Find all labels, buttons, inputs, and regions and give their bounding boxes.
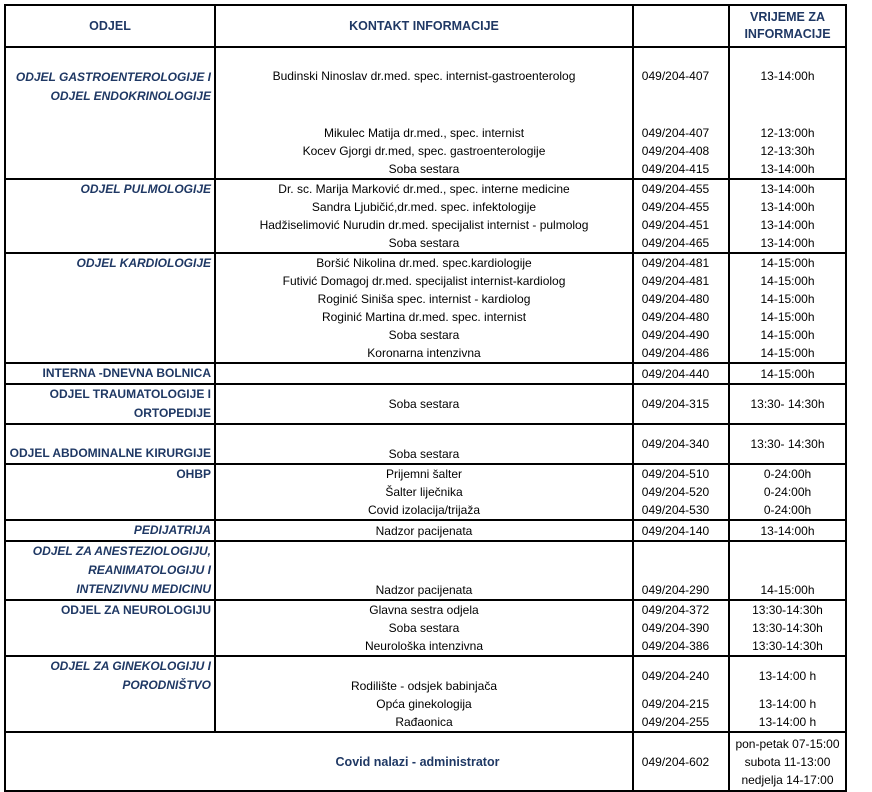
- header-phone: [633, 5, 729, 47]
- contact-cell: Soba sestara: [215, 384, 633, 424]
- time-cell: 14-15:00h: [729, 326, 846, 344]
- phone-cell: 049/204-451: [633, 216, 729, 234]
- contact-cell: Glavna sestra odjela: [215, 600, 633, 619]
- contact-cell: Futivić Domagoj dr.med. specijalist internist-kardiolog: [215, 272, 633, 290]
- covid-phone: 049/204-602: [633, 732, 729, 791]
- covid-name-cell: [5, 732, 633, 791]
- table-row: [5, 363, 846, 384]
- dept-ohbp: OHBP: [5, 464, 215, 520]
- covid-time-sunday: nedjelja 14-17:00: [741, 772, 834, 787]
- table-row: [5, 179, 846, 198]
- phone-cell: 049/204-215: [633, 695, 729, 713]
- time-cell: 13-14:00h: [729, 234, 846, 253]
- time-cell: 0-24:00h: [729, 464, 846, 483]
- phone-cell: 049/204-407: [633, 104, 729, 142]
- phone-cell: 049/204-481: [633, 272, 729, 290]
- contact-cell: Prijemni šalter: [215, 464, 633, 483]
- phone-cell: 049/204-386: [633, 637, 729, 656]
- phone-cell: 049/204-408: [633, 142, 729, 160]
- contact-cell: Soba sestara: [215, 619, 633, 637]
- covid-time-weekday: pon-petak 07-15:00: [735, 736, 840, 751]
- time-cell: 14-15:00h: [729, 308, 846, 326]
- dept-kardiologija: ODJEL KARDIOLOGIJE: [5, 253, 215, 363]
- contact-cell: Kocev Gjorgi dr.med, spec. gastroenterologije: [215, 142, 633, 160]
- phone-cell: 049/204-480: [633, 308, 729, 326]
- dept-pedijatrija: PEDIJATRIJA: [5, 520, 215, 541]
- header-vrijeme: [729, 5, 846, 47]
- dept-anesteziologija: ODJEL ZA ANESTEZIOLOGIJU, REANIMATOLOGIJU I INTENZIVNU MEDICINU: [5, 541, 215, 600]
- time-cell: 12-13:30h: [729, 142, 846, 160]
- time-cell: 13-14:00h: [729, 520, 846, 541]
- time-cell: 14-15:00h: [729, 253, 846, 272]
- contact-cell: Boršić Nikolina dr.med. spec.kardiologije: [215, 253, 633, 272]
- phone-cell: 049/204-480: [633, 290, 729, 308]
- dept-gastroenterologija: ODJEL GASTROENTEROLOGIJE I ODJEL ENDOKRINOLOGIJE: [5, 47, 215, 179]
- covid-times: [729, 732, 846, 791]
- contact-cell: Roginić Siniša spec. internist - kardiolog: [215, 290, 633, 308]
- header-kontakt: KONTAKT INFORMACIJE: [215, 5, 633, 47]
- dept-interna-dnevna-bolnica: INTERNA -DNEVNA BOLNICA: [5, 363, 215, 384]
- phone-cell: 049/204-140: [633, 520, 729, 541]
- time-cell: 14-15:00h: [729, 541, 846, 600]
- table-row: [5, 464, 846, 483]
- table-row: [5, 424, 846, 464]
- header-vrijeme-line1: VRIJEME ZA: [749, 10, 825, 24]
- phone-cell: 049/204-481: [633, 253, 729, 272]
- phone-cell: 049/204-465: [633, 234, 729, 253]
- time-cell: 13-14:00h: [729, 47, 846, 104]
- phone-cell: 049/204-486: [633, 344, 729, 363]
- time-cell: 13:30-14:30h: [729, 600, 846, 619]
- time-cell: 13-14:00h: [729, 216, 846, 234]
- phone-cell: 049/204-290: [633, 541, 729, 600]
- table-row: [5, 732, 846, 791]
- phone-cell: 049/204-510: [633, 464, 729, 483]
- contact-cell: Mikulec Matija dr.med., spec. internist: [215, 104, 633, 142]
- time-cell: 13-14:00h: [729, 179, 846, 198]
- time-cell: 13-14:00h: [729, 160, 846, 179]
- phone-cell: 049/204-520: [633, 483, 729, 501]
- time-cell: 0-24:00h: [729, 483, 846, 501]
- time-cell: 13:30-14:30h: [729, 619, 846, 637]
- dept-ginekologija: ODJEL ZA GINEKOLOGIJU I PORODNIŠTVO: [5, 656, 215, 732]
- contact-cell: Opća ginekologija: [215, 695, 633, 713]
- phone-cell: 049/204-340: [633, 424, 729, 464]
- table-row: [5, 600, 846, 619]
- table-row: [5, 253, 846, 272]
- time-cell: 14-15:00h: [729, 290, 846, 308]
- time-cell: 13-14:00 h: [729, 695, 846, 713]
- phone-cell: 049/204-255: [633, 713, 729, 732]
- phone-cell: 049/204-530: [633, 501, 729, 520]
- time-cell: 13:30- 14:30h: [729, 384, 846, 424]
- phone-cell: 049/204-372: [633, 600, 729, 619]
- time-cell: 0-24:00h: [729, 501, 846, 520]
- time-cell: 14-15:00h: [729, 344, 846, 363]
- contact-cell: Dr. sc. Marija Marković dr.med., spec. interne medicine: [215, 179, 633, 198]
- table-row: [5, 541, 846, 600]
- contact-cell: Šalter liječnika: [215, 483, 633, 501]
- phone-cell: 049/204-490: [633, 326, 729, 344]
- phone-cell: 049/204-455: [633, 198, 729, 216]
- time-cell: 12-13:00h: [729, 104, 846, 142]
- contact-cell: Rodilište - odsjek babinjača: [215, 656, 633, 695]
- contact-cell: Hadžiselimović Nurudin dr.med. specijalist internist - pulmolog: [215, 216, 633, 234]
- contact-cell: Covid izolacija/trijaža: [215, 501, 633, 520]
- contact-cell: Sandra Ljubičić,dr.med. spec. infektologije: [215, 198, 633, 216]
- contact-cell: Soba sestara: [215, 160, 633, 179]
- table-row: [5, 520, 846, 541]
- time-cell: 13:30- 14:30h: [729, 424, 846, 464]
- contact-cell: Koronarna intenzivna: [215, 344, 633, 363]
- covid-name: Covid nalazi - administrator: [335, 754, 500, 769]
- time-cell: 13-14:00 h: [729, 656, 846, 695]
- dept-traumatologija: ODJEL TRAUMATOLOGIJE I ORTOPEDIJE: [5, 384, 215, 424]
- contact-cell: Roginić Martina dr.med. spec. internist: [215, 308, 633, 326]
- time-cell: 13-14:00h: [729, 198, 846, 216]
- header-row: [5, 5, 846, 47]
- contact-cell: Nadzor pacijenata: [215, 520, 633, 541]
- table-row: [5, 47, 846, 104]
- contact-cell: Neurološka intenzivna: [215, 637, 633, 656]
- phone-cell: 049/204-455: [633, 179, 729, 198]
- contact-cell: Budinski Ninoslav dr.med. spec. internist-gastroenterolog: [215, 47, 633, 104]
- time-cell: 13:30-14:30h: [729, 637, 846, 656]
- time-cell: 14-15:00h: [729, 272, 846, 290]
- phone-cell: 049/204-407: [633, 47, 729, 104]
- phone-cell: 049/204-440: [633, 363, 729, 384]
- contact-cell: [215, 363, 633, 384]
- dept-pulmologija: ODJEL PULMOLOGIJE: [5, 179, 215, 253]
- table-row: [5, 384, 846, 424]
- header-vrijeme-line2: INFORMACIJE: [744, 27, 831, 41]
- contact-cell: Soba sestara: [215, 326, 633, 344]
- contact-table: [4, 4, 847, 792]
- dept-abdominalna-kirurgija: ODJEL ABDOMINALNE KIRURGIJE: [5, 424, 215, 464]
- phone-cell: 049/204-240: [633, 656, 729, 695]
- time-cell: 14-15:00h: [729, 363, 846, 384]
- dept-neurologija: ODJEL ZA NEUROLOGIJU: [5, 600, 215, 656]
- phone-cell: 049/204-390: [633, 619, 729, 637]
- phone-cell: 049/204-315: [633, 384, 729, 424]
- header-odjel: ODJEL: [5, 5, 215, 47]
- table-row: [5, 656, 846, 695]
- contact-cell: Rađaonica: [215, 713, 633, 732]
- time-cell: 13-14:00 h: [729, 713, 846, 732]
- phone-cell: 049/204-415: [633, 160, 729, 179]
- contact-cell: Soba sestara: [215, 234, 633, 253]
- contact-cell: Nadzor pacijenata: [215, 541, 633, 600]
- covid-time-saturday: subota 11-13:00: [744, 754, 831, 769]
- contact-cell: Soba sestara: [215, 424, 633, 464]
